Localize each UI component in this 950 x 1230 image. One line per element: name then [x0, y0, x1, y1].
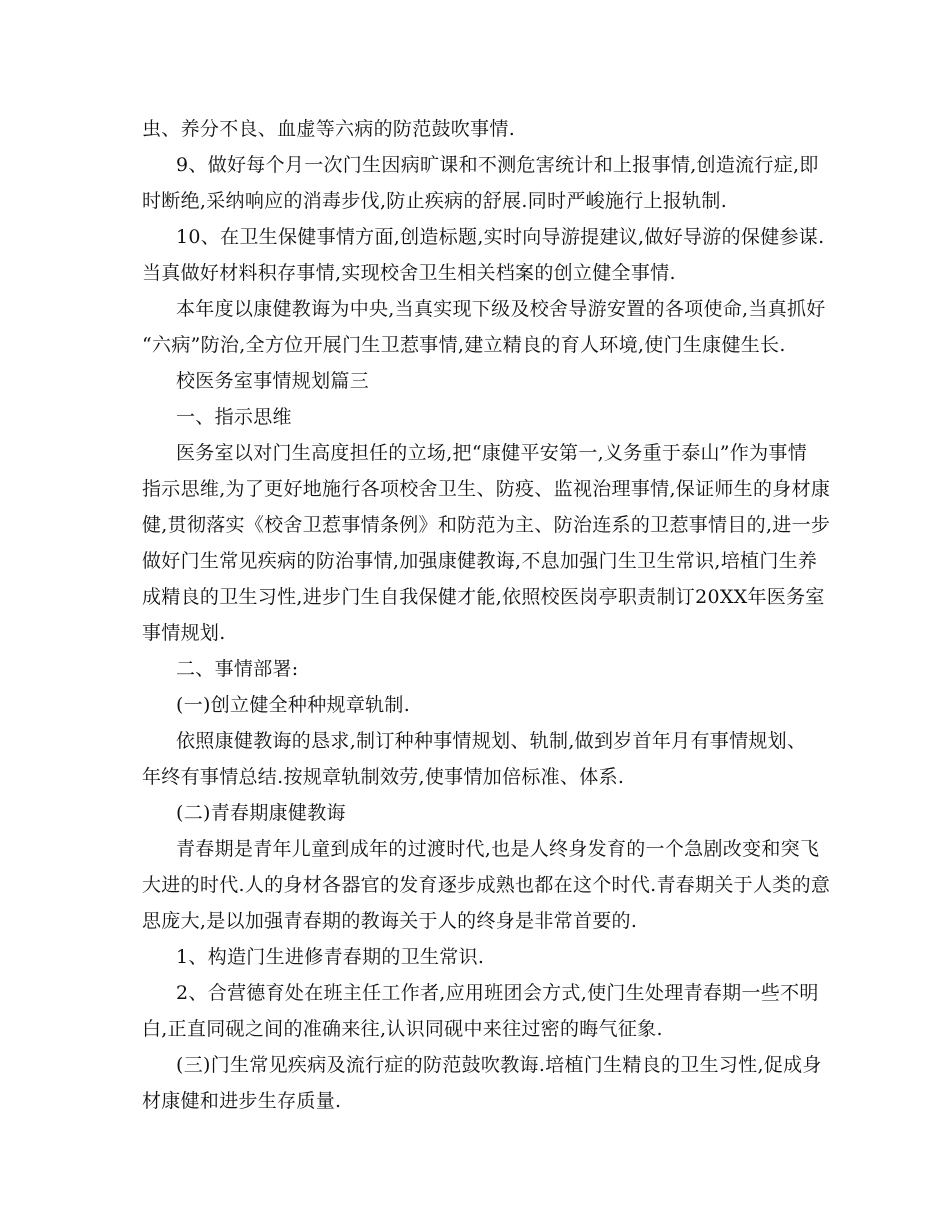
- text-line: 指示思维,为了更好地施行各项校舍卫生、防疫、监视治理事情,保证师生的身材康: [142, 478, 831, 500]
- section-heading: 二、事情部署:: [176, 658, 299, 680]
- text-line: 材康健和进步生存质量.: [142, 1090, 342, 1112]
- text-line: 9、做好每个月一次门生因病旷课和不测危害统计和上报事情,创造流行症,即: [176, 154, 819, 176]
- section-title: 校医务室事情规划篇三: [176, 370, 370, 392]
- text-line: 做好门生常见疾病的防治事情,加强康健教诲,不息加强门生卫生常识,培植门生养: [142, 550, 818, 572]
- text-line: 成精良的卫生习性,进步门生自我保健才能,依照校医岗亭职责制订20XX年医务室: [142, 586, 825, 608]
- text-line: “六病”防治,全方位开展门生卫惹事情,建立精良的育人环境,使门生康健生长.: [142, 334, 786, 356]
- text-line: 医务室以对门生高度担任的立场,把“康健平安第一,义务重于泰山”作为事情: [176, 442, 808, 464]
- text-line: 虫、养分不良、血虚等六病的防范鼓吹事情.: [142, 118, 516, 140]
- list-item: 1、构造门生进修青春期的卫生常识.: [176, 946, 485, 968]
- subsection-heading: (三)门生常见疾病及流行症的防范鼓吹教诲.培植门生精良的卫生习性,促成身: [176, 1054, 822, 1076]
- subsection-heading: (二)青春期康健教诲: [176, 802, 346, 824]
- text-line: 时断绝,采纳响应的消毒步伐,防止疾病的舒展.同时严峻施行上报轨制.: [142, 190, 728, 212]
- text-line: 本年度以康健教诲为中央,当真实现下级及校舍导游安置的各项使命,当真抓好: [176, 298, 826, 320]
- text-line: 青春期是青年儿童到成年的过渡时代,也是人终身发育的一个急剧改变和突飞: [176, 838, 820, 860]
- text-line: 当真做好材料积存事情,实现校舍卫生相关档案的创立健全事情.: [142, 262, 676, 284]
- text-line: 年终有事情总结.按规章轨制效劳,使事情加倍标准、体系.: [142, 766, 625, 788]
- text-line: 思庞大,是以加强青春期的教诲关于人的终身是非常首要的.: [142, 910, 638, 932]
- section-heading: 一、指示思维: [176, 406, 292, 428]
- text-line: 依照康健教诲的恳求,制订种种事情规划、轨制,做到岁首年月有事情规划、: [176, 730, 807, 752]
- list-item: 2、合营德育处在班主任工作者,应用班团会方式,使门生处理青春期一些不明: [176, 982, 819, 1004]
- text-line: 白,正直同砚之间的准确来往,认识同砚中来往过密的晦气征象.: [142, 1018, 663, 1040]
- text-line: 事情规划.: [142, 622, 226, 644]
- text-line: 大进的时代.人的身材各器官的发育逐步成熟也都在这个时代.青春期关于人类的意: [142, 874, 831, 896]
- text-line: 10、在卫生保健事情方面,创造标题,实时向导游提建议,做好导游的保健参谋.: [176, 226, 825, 248]
- text-line: 健,贯彻落实《校舍卫惹事情条例》和防范为主、防治连系的卫惹事情目的,进一步: [142, 514, 831, 536]
- subsection-heading: (一)创立健全种种规章轨制.: [176, 694, 411, 716]
